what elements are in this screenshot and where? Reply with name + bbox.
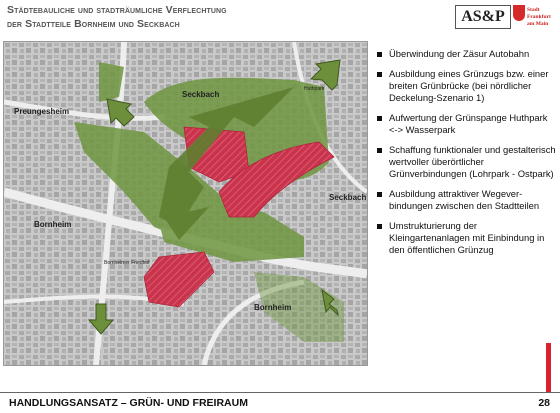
city-crest-icon <box>513 5 525 21</box>
label-bornheim-left: Bornheim <box>34 220 72 229</box>
frankfurt-logo <box>513 3 555 33</box>
label-seckbach-top: Seckbach <box>182 90 220 99</box>
slide-title-line2: der Stadtteile Bornheim und Seckbach <box>7 18 180 30</box>
slide-title <box>7 3 227 31</box>
label-seckbach-right: Seckbach <box>329 193 367 202</box>
asp-logo: AS&P <box>455 5 511 29</box>
city-logo-line1: Stadt <box>527 7 540 13</box>
site-map <box>3 41 368 366</box>
accent-bar <box>546 343 551 393</box>
footer-divider <box>0 392 560 393</box>
city-logo-line3: am Main <box>527 21 549 27</box>
bullet-item: Ausbildung eines Grünzugs bzw. einer breiten Grünbrücke (bei nördlicher Deckelung-Szenario 1) <box>376 68 556 104</box>
bullet-list <box>376 48 556 264</box>
bullet-item: Aufwertung der Grünspange Huthpark <-> Wasserpark <box>376 112 556 136</box>
label-bornheim-bottom: Bornheim <box>254 303 292 312</box>
bullet-item: Ausbildung attraktiver Wegever-bindungen zwischen den Stadtteilen <box>376 188 556 212</box>
page-number: 28 <box>538 397 550 409</box>
label-preungesheim: Preungesheim <box>14 107 70 116</box>
slide-title-line1: Städtebauliche und stadträumliche Verflechtung <box>7 4 227 16</box>
footer-title: HANDLUNGSANSATZ – GRÜN- UND FREIRAUM <box>9 397 248 409</box>
bullet-item: Umstrukturierung der Kleingartenanlagen mit Einbindung in den öffentlichen Grünzug <box>376 220 556 256</box>
bullet-item: Schaffung funktionaler und gestalterisch wertvoller überörtlicher Grünverbindungen (Lohrpark - Ostpark) <box>376 144 556 180</box>
city-logo-line2: Frankfurt <box>527 14 551 20</box>
label-huthpark: Huthpark <box>304 86 325 92</box>
label-friedhof: Bornheimer Friedhof <box>104 260 150 266</box>
bullet-item: Überwindung der Zäsur Autobahn <box>376 48 556 60</box>
